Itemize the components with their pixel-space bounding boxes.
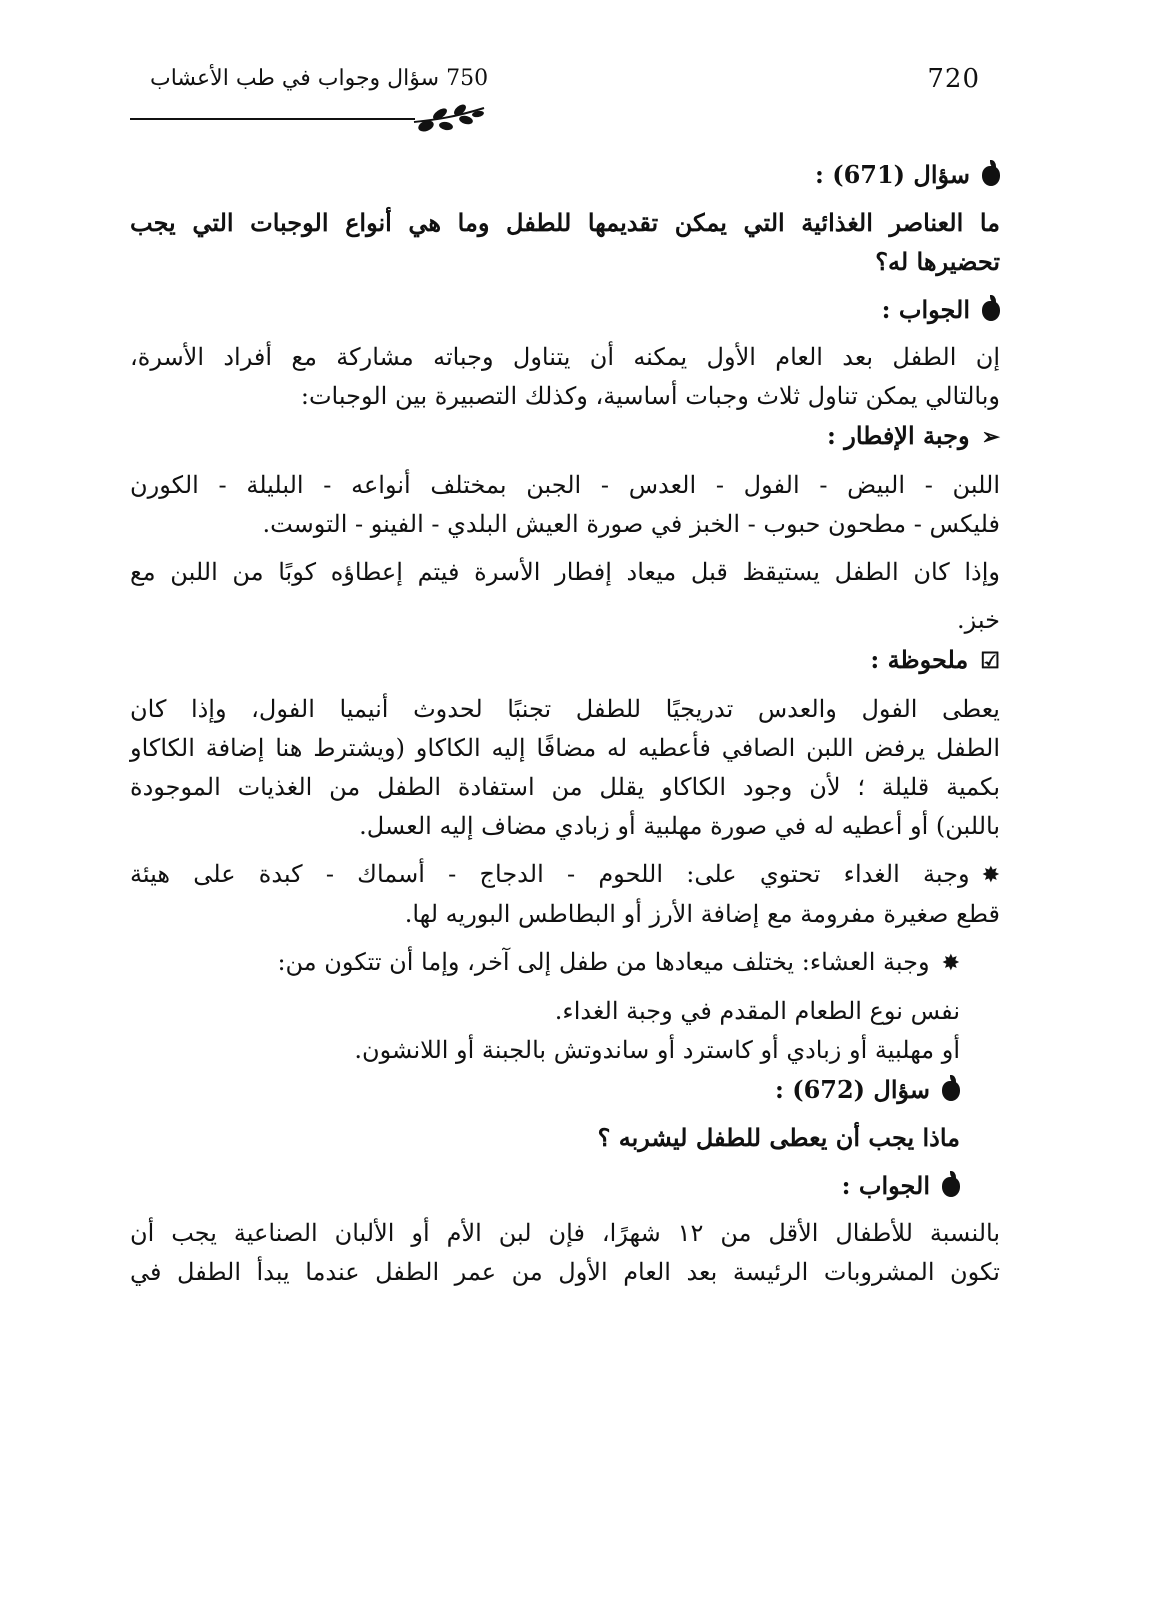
apple-icon: [942, 1177, 960, 1197]
question-672-label: سؤال (672) :: [774, 1075, 930, 1104]
breakfast-items-line-1: اللبن - البيض - الفول - العدس - الجبن بمختلف أنواعه - البليلة - الكورن: [130, 471, 1000, 499]
star-icon: ✸: [981, 863, 1000, 888]
question-671-label: سؤال (671) :: [814, 160, 970, 189]
running-title: 750 سؤال وجواب في طب الأعشاب: [150, 66, 489, 91]
checkbox-icon: ☑: [980, 648, 1000, 674]
breakfast-heading: [130, 416, 1000, 457]
note-line-2: الطفل يرفض اللبن الصافي فأعطيه له مضافًا إليه الكاكاو (ويشترط هنا إضافة الكاكاو: [130, 734, 1000, 762]
note-line-4: باللبن) أو أعطيه له في صورة مهلبية أو زبادي مضاف إليه العسل.: [359, 812, 1000, 840]
answer-intro-line-2: وبالتالي يمكن تناول ثلاث وجبات أساسية، وكذلك التصبيرة بين الوجبات:: [300, 382, 1000, 410]
note-heading: [130, 640, 1000, 681]
question-671-line-2: تحضيرها له؟: [875, 247, 1000, 276]
breakfast-label: وجبة الإفطار :: [827, 421, 970, 450]
page-number: 720: [927, 64, 980, 94]
dinner-line-2: نفس نوع الطعام المقدم في وجبة الغداء.: [554, 997, 960, 1025]
leaf-branch-ornament-icon: [412, 102, 487, 134]
answer-671-heading: [130, 290, 1000, 329]
lunch-line-1: [130, 855, 1000, 895]
dinner-text-1: وجبة العشاء: يختلف ميعادها من طفل إلى آخر، وإما أن تتكون من:: [277, 948, 930, 976]
answer-672-label: الجواب :: [841, 1171, 930, 1200]
question-671-line-1: ما العناصر الغذائية التي يمكن تقديمها للطفل وما هي أنواع الوجبات التي يجب: [130, 208, 1000, 237]
dinner-line-3: أو مهلبية أو زبادي أو كاسترد أو ساندوتش بالجبنة أو اللانشون.: [354, 1036, 960, 1064]
question-672-text: ماذا يجب أن يعطى للطفل ليشربه ؟: [597, 1123, 960, 1152]
apple-icon: [982, 166, 1000, 186]
breakfast-items-line-2: فليكس - مطحون حبوب - الخبز في صورة العيش البلدي - الفينو - التوست.: [262, 510, 1000, 538]
question-672-heading: [130, 1070, 1000, 1109]
arrowhead-icon: ➢: [981, 424, 1000, 450]
answer-672-line-1: بالنسبة للأطفال الأقل من ١٢ شهرًا، فإن لبن الأم أو الألبان الصناعية يجب أن: [130, 1219, 1000, 1247]
lunch-text-1: وجبة الغداء تحتوي على: اللحوم - الدجاج - أسماك - كبدة على هيئة: [130, 860, 970, 888]
answer-intro-line-1: إن الطفل بعد العام الأول يمكنه أن يتناول وجباته مشاركة مع أفراد الأسرة،: [130, 343, 1000, 371]
breakfast-note-line-1: وإذا كان الطفل يستيقظ قبل ميعاد إفطار الأسرة فيتم إعطاؤه كوبًا من اللبن مع: [130, 558, 1000, 586]
question-671-heading: [130, 155, 1000, 194]
apple-icon: [942, 1081, 960, 1101]
note-label: ملحوظة :: [870, 645, 969, 674]
header-rule: [130, 118, 415, 120]
dinner-line-1: [130, 943, 1000, 983]
note-line-3: بكمية قليلة ؛ لأن وجود الكاكاو يقلل من استفادة الطفل من الغذيات الموجودة: [130, 773, 1000, 801]
apple-icon: [982, 301, 1000, 321]
answer-671-label: الجواب :: [881, 295, 970, 324]
answer-672-heading: [130, 1166, 1000, 1205]
answer-672-line-2: تكون المشروبات الرئيسة بعد العام الأول من عمر الطفل عندما يبدأ الطفل في: [130, 1258, 1000, 1286]
breakfast-note-line-2: خبز.: [957, 606, 1000, 634]
star-icon: ✸: [941, 951, 960, 976]
page-header: [130, 62, 980, 132]
page-body: [130, 155, 1000, 1292]
note-line-1: يعطى الفول والعدس تدريجيًا للطفل تجنبًا لحدوث أنيميا الفول، وإذا كان: [130, 695, 1000, 723]
lunch-line-2: قطع صغيرة مفرومة مع إضافة الأرز أو البطاطس البوريه لها.: [404, 900, 1000, 928]
